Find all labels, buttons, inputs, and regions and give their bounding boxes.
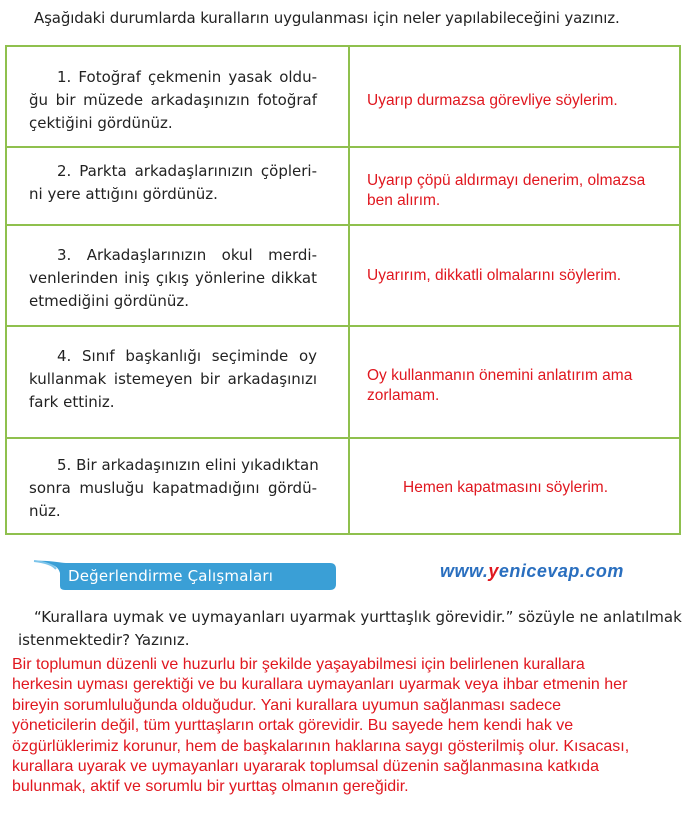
logo-rest: enicevap.com (498, 561, 624, 581)
question-line: 3. Arkadaşlarınızın okul merdi- (57, 246, 317, 264)
banner-label: Değerlendirme Çalışmaları (68, 567, 274, 585)
answer-cell (367, 91, 672, 111)
answer-line: kurallara uyarak ve uymayanları uyararak toplumsal düzenin sağlanmasına katkıda (12, 758, 599, 776)
answer-line: özgürlüklerimiz korunur, hem de başkalarının haklarına saygı gösterilmiş olur. Kısacası, (12, 737, 630, 755)
question-line: sonra musluğu kapatmadığını gördü- (29, 479, 317, 497)
question-line: 5. Bir arkadaşınızın elini yıkadıktan (57, 456, 319, 474)
answer-line: Oy kullanmanın önemini anlatırım ama (367, 367, 633, 384)
question-line: 4. Sınıf başkanlığı seçiminde oy (57, 347, 317, 365)
answer-line: zorlamam. (367, 387, 440, 404)
question-cell (7, 148, 350, 224)
answer-cell (367, 366, 672, 406)
question-cell (7, 439, 350, 533)
answer-line: herkesin uyması gerektiği ve bu kurallara uymayanları uyarmak veya ihbar etmenin her (12, 676, 628, 694)
table-row (7, 148, 679, 226)
answer-cell (367, 266, 672, 286)
answer-line: Bir toplumun düzenli ve huzurlu bir şekilde yaşayabilmesi için belirlenen kurallara (12, 656, 585, 673)
question-line: 1. Fotoğraf çekmenin yasak oldu- (57, 68, 317, 86)
table-row (7, 327, 679, 439)
question-line: 2. Parkta arkadaşlarınızın çöpleri- (57, 162, 317, 180)
question-line: venlerinden iniş çıkış yönlerine dikkat (29, 269, 317, 287)
logo-prefix: www. (440, 561, 489, 581)
answer-line: Hemen kapatmasını söylerim. (403, 479, 609, 496)
table-row (7, 226, 679, 327)
question-line: etmediğini gördünüz. (29, 292, 190, 310)
answer-line: yöneticilerin değil, tüm yurttaşların ortak görevidir. Bu sayede hem kendi hak ve (12, 717, 574, 735)
question-line: ğu bir müzede arkadaşınızın fotoğraf (29, 91, 317, 109)
answer-line: ben alırım. (367, 192, 441, 209)
question-line: ni yere attığını gördünüz. (29, 185, 218, 203)
logo-letter-y: y (488, 561, 499, 581)
question-line: nüz. (29, 502, 61, 520)
question-line: fark ettiniz. (29, 393, 115, 411)
answer-cell (403, 478, 687, 498)
answer-line: Uyarıp durmazsa görevliye söylerim. (367, 92, 618, 109)
answer-cell (367, 171, 672, 211)
question-cell (7, 327, 350, 437)
table-row (7, 439, 679, 533)
section-banner (30, 559, 340, 592)
instruction-text: Aşağıdaki durumlarda kuralların uygulanması için neler yapılabileceğini yazınız. (34, 9, 620, 27)
question-cell (7, 47, 350, 146)
question-text (18, 606, 682, 652)
answer-line: bireyin sorumluluğunda olduğudur. Yani kurallara uyumun sağlanması sadece (12, 696, 562, 714)
website-logo (440, 561, 624, 582)
answer-paragraph (12, 655, 682, 798)
question-line: kullanmak istemeyen bir arkadaşınızı (29, 370, 317, 388)
question-cell (7, 226, 350, 325)
question-line: çektiğini gördünüz. (29, 114, 173, 132)
answer-line: Uyarıp çöpü aldırmayı denerim, olmazsa (367, 172, 646, 189)
answer-line: bulunmak, aktif ve sorumlu bir yurttaş olmanın gereğidir. (12, 778, 409, 796)
answer-line: Uyarırım, dikkatli olmalarını söylerim. (367, 267, 622, 284)
question-line: istenmektedir? Yazınız. (18, 631, 190, 649)
table-row (7, 47, 679, 148)
question-line: “Kurallara uymak ve uymayanları uyarmak yurttaşlık görevidir.” sözüyle ne anlatılmak (34, 608, 682, 626)
qa-table (5, 45, 681, 535)
